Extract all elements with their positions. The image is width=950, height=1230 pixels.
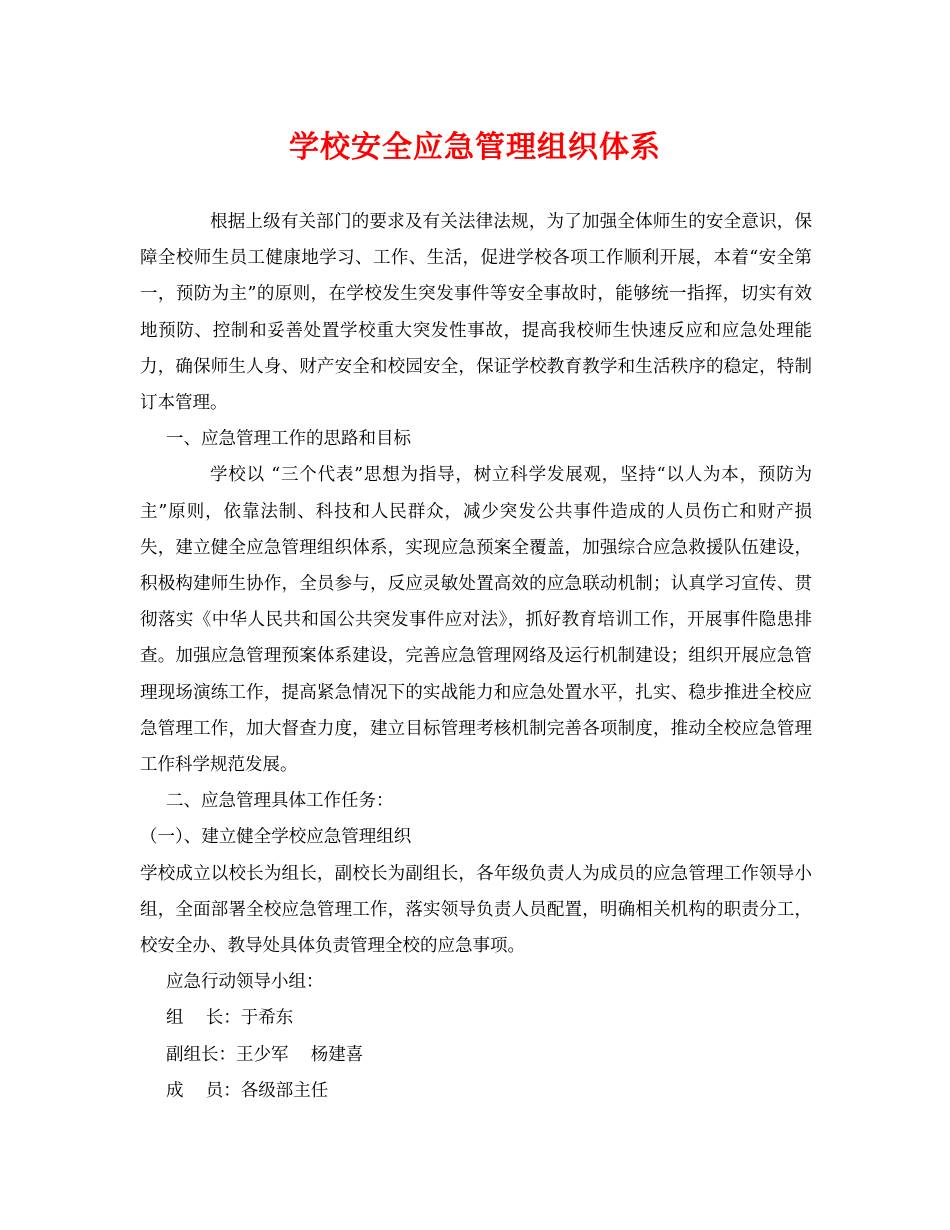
subsection-heading-1: （一）、建立健全学校应急管理组织	[140, 827, 412, 848]
deputy-leader-row: 副组长：王少军 杨建喜	[166, 1044, 364, 1065]
leader-row: 组 长：于希东	[166, 1008, 294, 1029]
leadership-group-label: 应急行动领导小组：	[166, 972, 324, 993]
section-heading-2: 二、应急管理具体工作任务：	[166, 791, 394, 812]
section-1-paragraph: 学校以 “三个代表”思想为指导，树立科学发展观，坚持“以人为本，预防为主”原则，依靠法制、科技和人民群众，减少突发公共事件造成的人员伤亡和财产损失，建立健全应急管理组织体系，实现应急预案全覆盖，加强综合应急救援队伍建设，积极构建师生协作，全员参与，反应灵敏处置高效的应急联动机制；认真学习宣传、贯彻落实《中华人民共和国公共突发事件应对法》，抓好教育培训工作，开展事件隐患排查。加强应急管理预案体系建设，完善应急管理网络及运行机制建设；组织开展应急管理现场演练工作，提高紧急情况下的实战能力和应急处置水平，扎实、稳步推进全校应急管理工作，加大督查力度，建立目标管理考核机制完善各项制度，推动全校应急管理工作科学规范发展。	[140, 465, 812, 776]
document-body	[140, 204, 812, 1109]
members-row: 成 员：各级部主任	[166, 1080, 329, 1101]
intro-paragraph: 根据上级有关部门的要求及有关法律法规，为了加强全体师生的安全意识，保障全校师生员工健康地学习、工作、生活，促进学校各项工作顺利开展，本着“安全第一，预防为主”的原则，在学校发生突发事件等安全事故时，能够统一指挥，切实有效地预防、控制和妥善处置学校重大突发性事故，提高我校师生快速反应和应急处理能力，确保师生人身、财产安全和校园安全，保证学校教育教学和生活秩序的稳定，特制订本管理。	[140, 212, 812, 414]
section-heading-1: 一、应急管理工作的思路和目标	[166, 429, 411, 450]
subsection-1-paragraph: 学校成立以校长为组长，副校长为副组长，各年级负责人为成员的应急管理工作领导小组，全面部署全校应急管理工作，落实领导负责人员配置，明确相关机构的职责分工，校安全办、教导处具体负责管理全校的应急事项。	[140, 863, 812, 957]
document-title: 学校安全应急管理组织体系	[289, 130, 661, 165]
